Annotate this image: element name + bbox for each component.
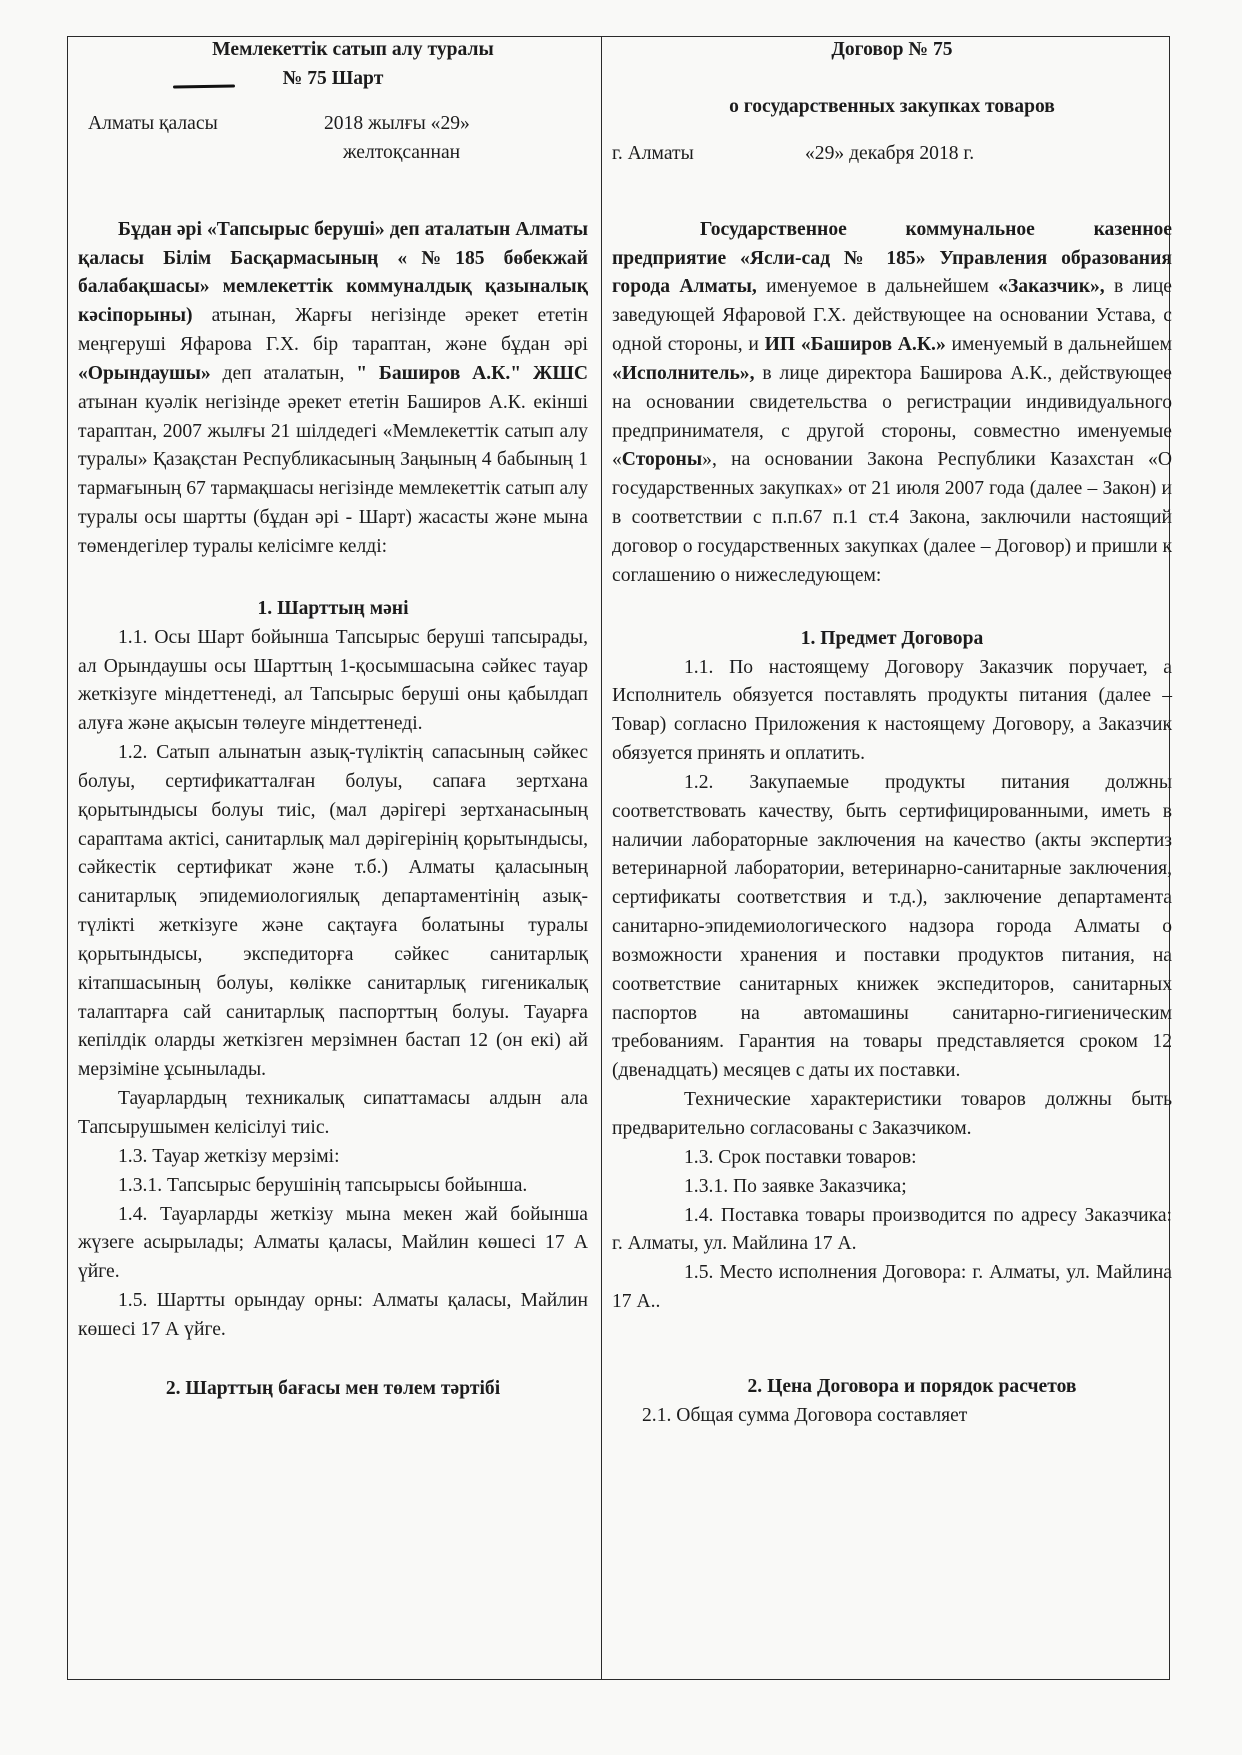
ru-preamble: Государственное коммунальное казенное предприятие «Ясли-сад № 185» Управления образования города Алматы, именуемое в дальнейшем «Заказчик», в лице заведующей Яфаровой Г.Х. действующее на основании Устава, с одной стороны, и ИП «Баширов А.К.» именуемый в дальнейшем «Исполнитель», в лице директора Баширова А.К., действующее на основании свидетельства о регистрации индивидуального предпринимателя, с другой стороны, совместно именуемые «Стороны», на основании Закона Республики Казахстан «О государственных закупках» от 21 июля 2007 года (далее – Закон) и в соответствии с п.п.67 п.1 ст.4 Закона, заключили настоящий договор о государственных закупках (далее – Договор) и пришли к соглашению о нижеследующем: [612, 218, 1173, 586]
kz-clause-1-3-1: 1.3.1. Тапсырыс берушінің тапсырысы бойынша. [118, 1174, 528, 1196]
ru-section1-heading: 1. Предмет Договора [800, 627, 984, 649]
kz-date-line [78, 110, 588, 170]
kz-clause-1-3: 1.3. Тауар жеткізу мерзімі: [118, 1145, 340, 1167]
ru-clause-1-2: 1.2. Закупаемые продукты питания должны соответствовать качеству, быть сертифицированными, иметь в наличии лабораторные заключения на качество (акты экспертиз ветеринарной лаборатории, ветеринарно-санитарные заключения, сертификаты соответствия и т.д.), заключение департамента санитарно-эпидемиологического надзора города Алматы о возможности хранения и поставки продуктов питания, на соответствие санитарных книжек экспедиторов, санитарных паспортов на автомашины санитарно-гигиеническим требованиям. Гарантия на товары представляется сроком 12 (двенадцать) месяцев с даты их поставки. [612, 771, 1172, 1082]
ru-section2-heading: 2. Цена Договора и порядок расчетов [747, 1375, 1077, 1397]
kz-clause-1-1: 1.1. Осы Шарт бойынша Тапсырыс беруші тапсырады, ал Орындаушы осы Шарттың 1-қосымшасына сәйкес тауар жеткізуге міндеттенеді, ал Тапсырыс беруші оны қабылдап алуға және ақысын төлеуге міндеттенеді. [78, 626, 588, 735]
kz-preamble: Бұдан әрі «Тапсырыс беруші» деп аталатын Алматы қаласы Білім Басқармасының «№185 бөбекжай балабақшасы» мемлекеттік коммуналдық қазыналық кәсіпорыны) атынан, Жарғы негізінде әрекет ететін меңгеруші Яфарова Г.Х. бір тараптан, және бұдан әрі «Орындаушы» деп аталатын, " Баширов А.К." ЖШС атынан куәлік негізінде әрекет ететін Баширов А.К. екінші тараптан, 2007 жылғы 21 шілдедегі «Мемлекеттік сатып алу туралы» Қазақстан Республикасының Заңының 4 бабының 1 тармағының 67 тармақшасы негізінде мемлекеттік сатып алу туралы осы шартты (бұдан әрі - Шарт) жасасты және мына төмендегілер туралы келісімге келді: [78, 218, 588, 557]
ru-date-line [612, 140, 1172, 170]
ru-title-line1: Договор № 75 [831, 39, 953, 60]
kz-clause-1-2: 1.2. Сатып алынатын азық-түліктің сапасының сәйкес болуы, сертификатталған болуы, сапаға зертхана қорытындысы болуы тиіс, (мал дәрігері зертханасының сараптама актісі, санитарлық мал дәрігерінің қорытындысы, сәйкестік сертификат және т.б.) Алматы қаласының санитарлық эпидемиологиялық департаментінің азық-түлікті жеткізуге және сақтауға болатыны туралы қорытындысы, экспедиторға сәйкес санитарлық кітапшасының болуы, көлікке санитарлық гигеникалық талаптарға сай санитарлық паспорттың болуы. Тауарға кепілдік оларды жеткізген мерзімнен бастап 12 (он екі) ай мерзіміне ұсынылады. [78, 742, 588, 1081]
kazakh-column [78, 36, 588, 1404]
ru-title-line2: о государственных закупках товаров [729, 95, 1055, 117]
ru-clause-1-3: 1.3. Срок поставки товаров: [684, 1146, 917, 1168]
kz-date-day: 2018 жылғы «29» [324, 112, 470, 134]
ru-clause-1-3-1: 1.3.1. По заявке Заказчика; [684, 1175, 907, 1197]
ru-clause-2-1: 2.1. Общая сумма Договора составляет [642, 1404, 968, 1426]
ru-clause-1-5: 1.5. Место исполнения Договора: г. Алматы, ул. Майлина 17 А.. [612, 1262, 1172, 1313]
ru-tech-specs: Технические характеристики товаров должны быть предварительно согласованы с Заказчиком. [612, 1089, 1172, 1139]
kz-clause-1-4: 1.4. Тауарларды жеткізу мына мекен жай бойынша жүзеге асырылады; Алматы қаласы, Майлин көшесі 17 А үйге. [78, 1203, 588, 1283]
column-divider [601, 36, 602, 1680]
kz-tech-specs: Тауарлардың техникалық сипаттамасы алдын ала Тапсырушымен келісілуі тиіс. [78, 1088, 588, 1138]
kz-section1-heading: 1. Шарттың мәні [257, 597, 409, 619]
ru-city: г. Алматы [612, 142, 694, 164]
ru-clause-1-4: 1.4. Поставка товары производится по адресу Заказчика: г. Алматы, ул. Майлина 17 А. [612, 1204, 1172, 1255]
kz-section2-heading: 2. Шарттың бағасы мен төлем тәртібі [165, 1377, 501, 1399]
kz-title-line2: № 75 Шарт [282, 67, 384, 89]
ru-date: «29» декабря 2018 г. [805, 142, 975, 164]
russian-column [612, 36, 1172, 1431]
kz-clause-1-5: 1.5. Шартты орындау орны: Алматы қаласы, Майлин көшесі 17 А үйге. [78, 1290, 588, 1340]
kz-title-line1: Мемлекеттік сатып алу туралы [212, 39, 494, 60]
ru-clause-1-1: 1.1. По настоящему Договору Заказчик поручает, а Исполнитель обязуется поставлять продукты питания (далее – Товар) согласно Приложения к настоящему Договору, а Заказчик обязуется принять и оплатить. [612, 656, 1172, 765]
kz-city: Алматы қаласы [88, 112, 218, 134]
kz-date-month: желтоқсаннан [343, 141, 461, 163]
